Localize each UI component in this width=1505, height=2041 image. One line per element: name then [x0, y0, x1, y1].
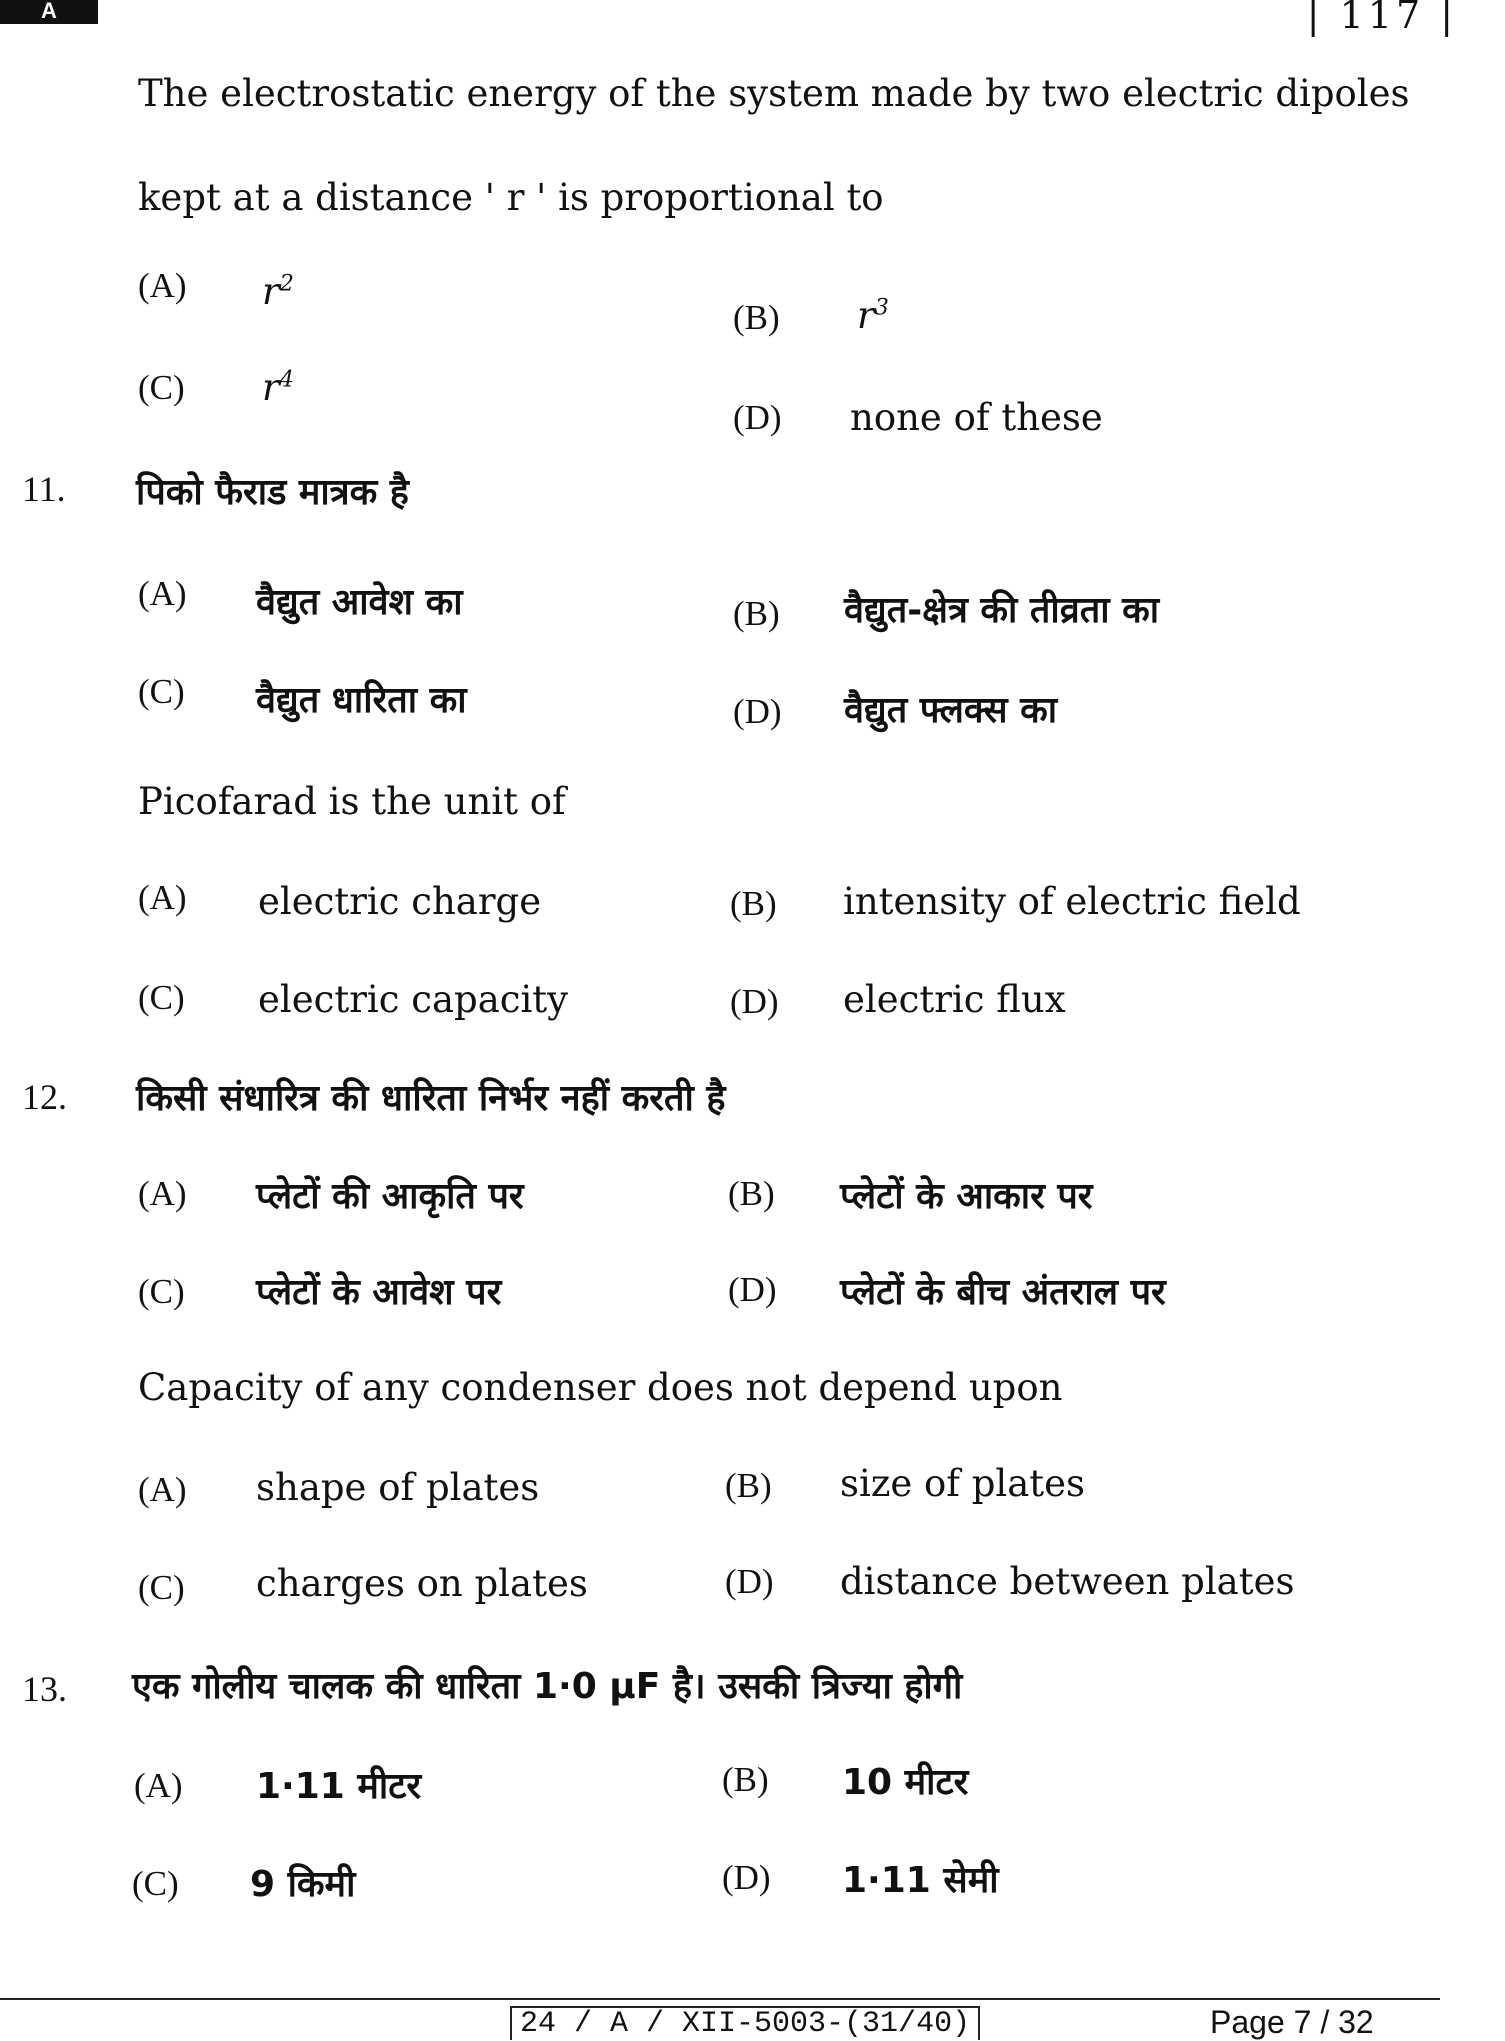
q13-option-b-label: (B)	[722, 1760, 769, 1799]
q12-hi-option-a-label: (A)	[138, 1174, 187, 1213]
footer-rule	[0, 1998, 1440, 2000]
q12-hi-option-a: प्लेटों की आकृति पर	[256, 1176, 524, 1217]
q11-hi-option-d: वैद्युत फ्लक्स का	[844, 690, 1058, 731]
q11-en-option-a: electric charge	[258, 880, 542, 923]
q10-stem-line1: The electrostatic energy of the system made by two electric dipoles	[138, 72, 1410, 115]
q11-number: 11.	[22, 469, 66, 509]
q12-hi-option-b: प्लेटों के आकार पर	[840, 1176, 1093, 1217]
q12-en-option-d: distance between plates	[840, 1560, 1295, 1603]
q10-option-a-label: (A)	[138, 266, 187, 305]
q13-option-d: 1·11 सेमी	[842, 1860, 999, 1901]
page-number: Page 7 / 32	[1210, 2004, 1374, 2040]
q11-en-option-b: intensity of electric field	[843, 880, 1301, 923]
q11-en-option-b-label: (B)	[730, 884, 777, 923]
q11-en-option-c: electric capacity	[258, 978, 569, 1021]
q12-en-option-a-label: (A)	[138, 1470, 187, 1509]
q11-en-option-c-label: (C)	[138, 978, 185, 1017]
q13-option-b: 10 मीटर	[842, 1762, 969, 1803]
q12-en-option-a: shape of plates	[256, 1466, 540, 1509]
q13-option-c-label: (C)	[132, 1864, 179, 1903]
q12-hi-option-d-label: (D)	[728, 1270, 777, 1309]
q10-option-d: none of these	[850, 396, 1103, 439]
q12-stem-hi: किसी संधारित्र की धारिता निर्भर नहीं करती है	[136, 1078, 726, 1119]
q10-option-d-label: (D)	[733, 398, 782, 437]
q10-option-a: $r^2$	[262, 270, 294, 313]
q12-en-option-d-label: (D)	[725, 1562, 774, 1601]
q11-stem-en: Picofarad is the unit of	[138, 780, 566, 823]
q12-hi-option-c-label: (C)	[138, 1272, 185, 1311]
q11-hi-option-b-label: (B)	[733, 594, 780, 633]
q12-en-option-b: size of plates	[840, 1462, 1086, 1505]
q11-hi-option-b: वैद्युत-क्षेत्र की तीव्रता का	[844, 590, 1160, 631]
q10-option-b-label: (B)	[733, 298, 780, 337]
q12-hi-option-c: प्लेटों के आवेश पर	[256, 1272, 502, 1313]
q13-option-a-label: (A)	[134, 1766, 183, 1805]
q13-stem-hi: एक गोलीय चालक की धारिता 1·0 μF है। उसकी त्रिज्या होगी	[132, 1666, 963, 1707]
series-tag: A	[0, 0, 98, 24]
q12-stem-en: Capacity of any condenser does not depend upon	[138, 1366, 1063, 1409]
q10-stem-line2: kept at a distance ' r ' is proportional to	[138, 176, 884, 219]
page-code: | 117 |	[1306, 0, 1457, 37]
q11-en-option-d: electric flux	[843, 978, 1066, 1021]
q11-hi-option-c-label: (C)	[138, 672, 185, 711]
q11-hi-option-a: वैद्युत आवेश का	[256, 582, 463, 623]
q10-option-c-label: (C)	[138, 368, 185, 407]
q10-option-b: $r^3$	[857, 294, 889, 337]
q13-option-d-label: (D)	[722, 1858, 771, 1897]
q12-en-option-c: charges on plates	[256, 1562, 588, 1605]
paper-code: 24 / A / XII-5003-(31/40)	[510, 2006, 980, 2040]
q12-hi-option-d: प्लेटों के बीच अंतराल पर	[840, 1272, 1166, 1313]
q11-hi-option-d-label: (D)	[733, 692, 782, 731]
q11-hi-option-c: वैद्युत धारिता का	[256, 680, 467, 721]
q13-option-c: 9 किमी	[250, 1864, 356, 1905]
q11-stem-hi: पिको फैराड मात्रक है	[136, 472, 409, 513]
q13-option-a: 1·11 मीटर	[256, 1766, 422, 1807]
q11-en-option-a-label: (A)	[138, 878, 187, 917]
q13-number: 13.	[22, 1669, 67, 1709]
q12-en-option-c-label: (C)	[138, 1568, 185, 1607]
q12-en-option-b-label: (B)	[725, 1466, 772, 1505]
q12-number: 12.	[22, 1077, 67, 1117]
q11-hi-option-a-label: (A)	[138, 574, 187, 613]
q11-en-option-d-label: (D)	[730, 982, 779, 1021]
q12-hi-option-b-label: (B)	[728, 1174, 775, 1213]
q10-option-c: $r^4$	[262, 366, 294, 409]
